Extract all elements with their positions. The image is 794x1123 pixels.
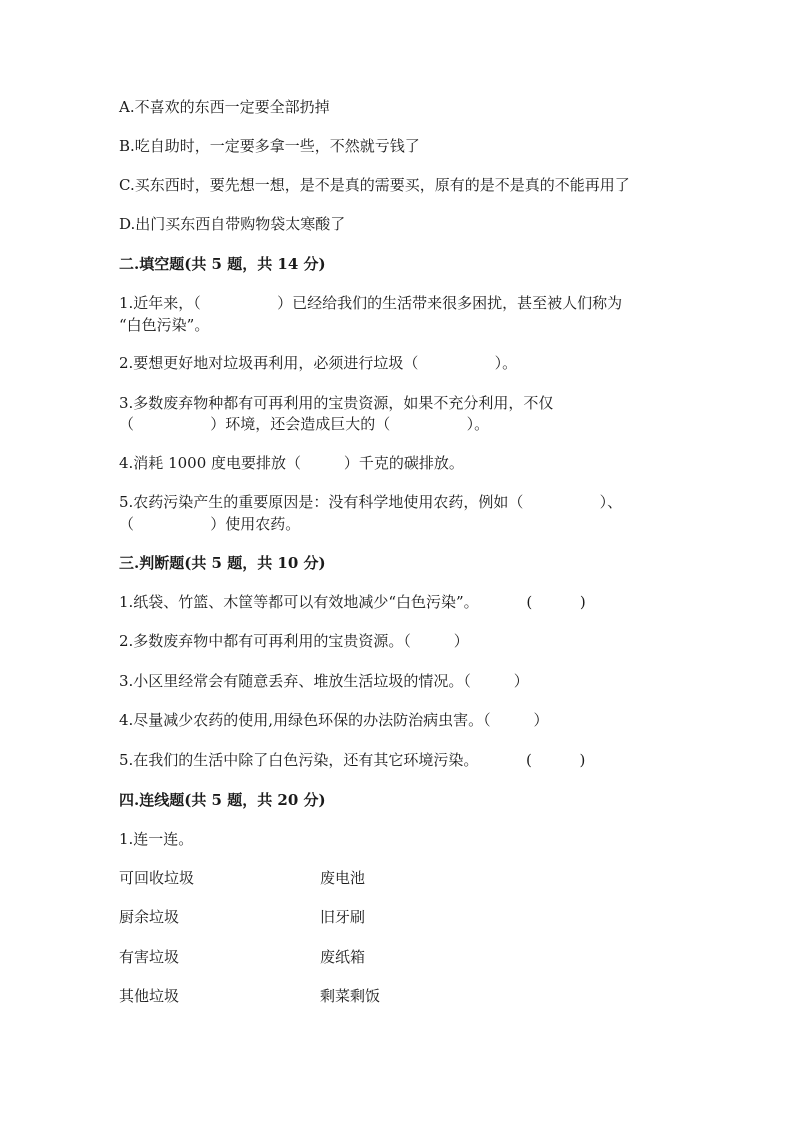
judge-q5: 5.在我们的生活中除了白色污染，还有其它环境污染。 ( ) xyxy=(119,751,586,769)
option-d: D.出门买东西自带购物袋太寒酸了 xyxy=(119,215,346,233)
match-left-item: 可回收垃圾 xyxy=(119,869,195,887)
match-right-item: 旧牙刷 xyxy=(320,908,366,926)
match-q1: 1.连一连。 xyxy=(119,830,194,848)
match-left-item: 其他垃圾 xyxy=(119,987,180,1005)
match-right-item: 废电池 xyxy=(320,869,366,887)
fill-q2: 2.要想更好地对垃圾再利用，必须进行垃圾（ ）。 xyxy=(119,354,518,372)
fill-q1-line1: 1.近年来，（ ）已经给我们的生活带来很多困扰，甚至被人们称为 xyxy=(119,294,623,312)
section-4-heading: 四.连线题(共 5 题，共 20 分) xyxy=(119,791,326,809)
fill-q5-line1: 5.农药污染产生的重要原因是：没有科学地使用农药，例如（ ）、 xyxy=(119,493,623,511)
fill-q3-line1: 3.多数废弃物种都有可再利用的宝贵资源，如果不充分利用，不仅 xyxy=(119,394,554,412)
option-b: B.吃自助时，一定要多拿一些，不然就亏钱了 xyxy=(119,137,420,155)
section-3-heading: 三.判断题(共 5 题，共 10 分) xyxy=(119,554,326,572)
judge-q4: 4.尽量减少农药的使用,用绿色环保的办法防治病虫害。（ ） xyxy=(119,711,549,729)
fill-q1-line2: “白色污染”。 xyxy=(119,316,210,334)
judge-q3: 3.小区里经常会有随意丢弃、堆放生活垃圾的情况。（ ） xyxy=(119,672,529,690)
option-c: C.买东西时，要先想一想，是不是真的需要买，原有的是不是真的不能再用了 xyxy=(119,176,630,194)
match-left-item: 有害垃圾 xyxy=(119,948,180,966)
match-left-item: 厨余垃圾 xyxy=(119,908,180,926)
fill-q5-line2: （ ）使用农药。 xyxy=(119,515,301,533)
section-2-heading: 二.填空题(共 5 题，共 14 分) xyxy=(119,255,326,273)
judge-q2: 2.多数废弃物中都有可再利用的宝贵资源。（ ） xyxy=(119,632,469,650)
option-a: A.不喜欢的东西一定要全部扔掉 xyxy=(119,98,330,116)
judge-q1: 1.纸袋、竹篮、木筐等都可以有效地减少“白色污染”。 ( ) xyxy=(119,593,586,611)
fill-q4: 4.消耗 1000 度电要排放（ ）千克的碳排放。 xyxy=(119,454,464,472)
match-right-item: 废纸箱 xyxy=(320,948,366,966)
match-right-item: 剩菜剩饭 xyxy=(320,987,381,1005)
fill-q3-line2: （ ）环境，还会造成巨大的（ ）。 xyxy=(119,415,490,433)
